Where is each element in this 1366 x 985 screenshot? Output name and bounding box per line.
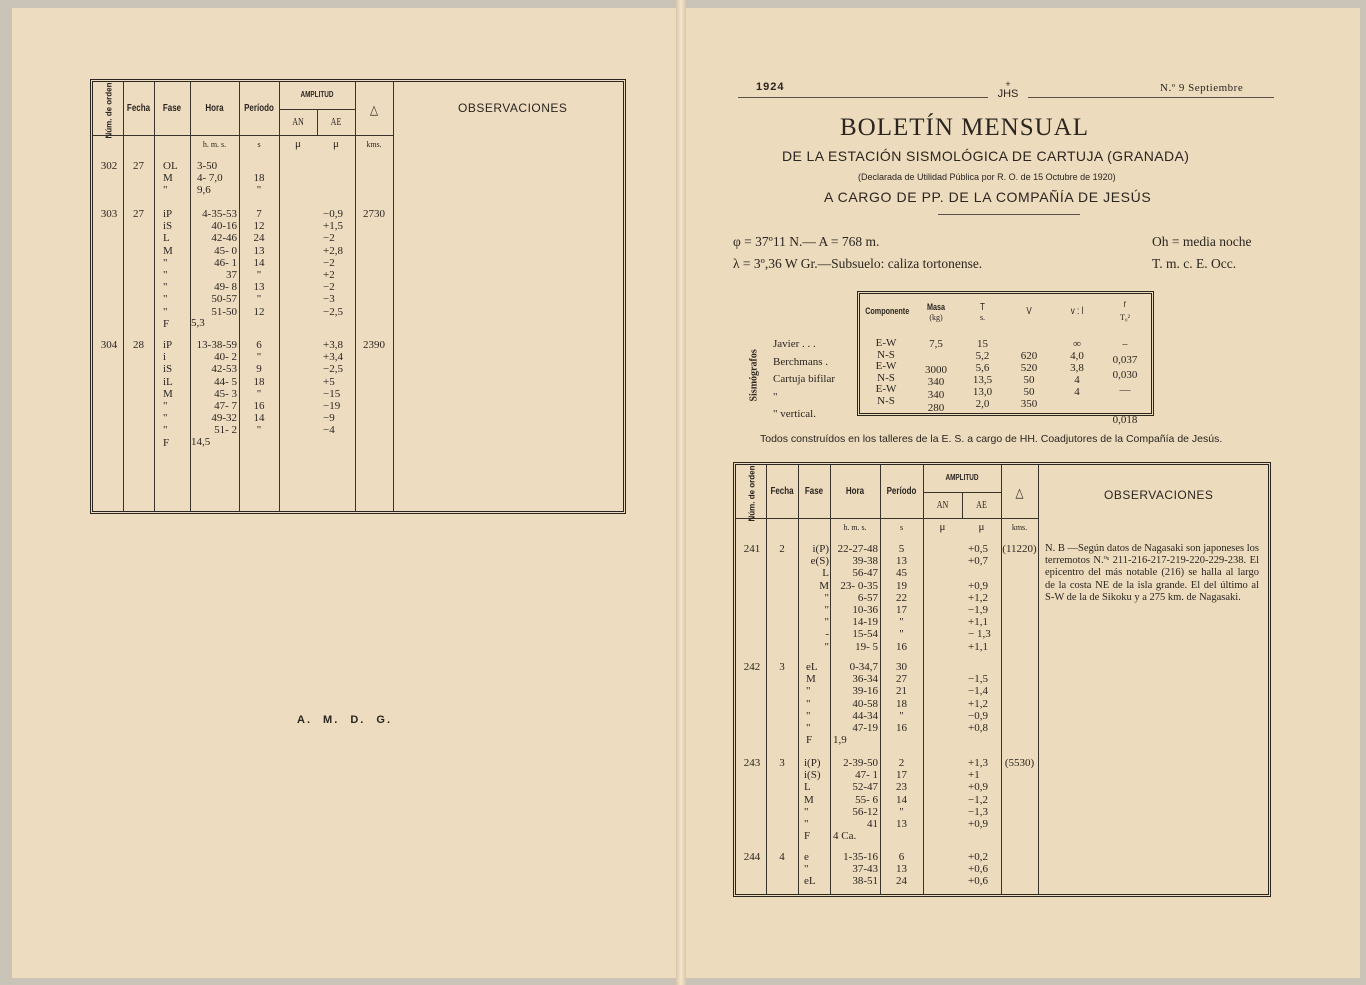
unit-ae: μ [333, 138, 339, 150]
bulletin-subtitle: DE LA ESTACIÓN SISMOLÓGICA DE CARTUJA (GRANADA) [782, 148, 1190, 164]
unit-an: μ [939, 521, 946, 533]
header-fecha: Fecha [126, 103, 151, 114]
row-fase: i(P) e(S) L M " " " - " [810, 543, 829, 653]
header-t: T [980, 302, 985, 313]
time-note: Oh = media noche [1152, 234, 1252, 249]
row-hora: 13-38-59 40- 2 42-53 44- 5 45- 3 47- 7 49-32 51- 2 [196, 339, 237, 437]
header-an: AN [292, 117, 304, 128]
row-fecha: 27 [133, 160, 144, 172]
row-num: 241 [743, 543, 761, 555]
header-v: V [1026, 306, 1032, 317]
header-num: Núm. de orden [104, 82, 114, 139]
row-ae: +0,5 +0,7 +0,9 +1,2 −1,9 +1,1 − 1,3 +1,1 [968, 543, 991, 653]
unit-delta: kms. [1011, 523, 1028, 532]
row-fase: OL M " [163, 160, 178, 197]
row-hora-tail: 14,5 [191, 436, 211, 448]
time-zone: T. m. c. E. Occ. [1152, 256, 1237, 271]
row-hora: 1-35-16 37-43 38-51 [843, 851, 878, 888]
title-rule [938, 214, 1080, 215]
header-hora: Hora [845, 486, 865, 497]
componente-values: E-W N-S E-W N-S E-W N-S [875, 337, 897, 407]
observation-note: N. B —Según datos de Nagasaki son japoneses los terremotos N.ºˢ 211-216-217-219-220-229-238. El epicentro del más notable (216) se halla al largo de la costa NE de la isla grande. El del último al S-W de la de Sikoku y a 275 km. de Nagasaki. [1045, 543, 1259, 603]
row-hora: 2-39-50 47- 1 52-47 55- 6 56-12 41 [843, 757, 878, 831]
header-periodo: Período [886, 486, 917, 497]
sismografos-label: Sismógrafos [748, 349, 760, 402]
header-rule-right [1028, 97, 1274, 98]
row-periodo: 2 17 23 14 " 13 [896, 757, 907, 831]
header-fecha: Fecha [770, 486, 794, 497]
coord-latitude: φ = 37º11 N.— A = 768 m. [733, 234, 880, 249]
seismograph-table [857, 291, 1154, 426]
page-gutter [676, 0, 686, 985]
row-fase: iP i iS iL M " " " F [163, 339, 173, 449]
row-periodo: 18 " [253, 172, 265, 197]
row-ae: +3,8 +3,4 −2,5 +5 −15 −19 −9 −4 [323, 339, 343, 437]
unit-ae: μ [978, 521, 985, 533]
row-fecha: 4 [779, 851, 785, 863]
v-values: 620 520 50 50 350 [1020, 350, 1038, 410]
year: 1924 [756, 81, 785, 93]
row-ae: +1,3 +1 +0,9 −1,2 −1,3 +0,9 [968, 757, 988, 831]
header-an: AN [936, 500, 949, 511]
cross-icon: + [1005, 79, 1011, 89]
unit-t: s. [979, 313, 986, 322]
row-hora: 4-35-53 40-16 42-46 45- 0 46- 1 37 49- 8 50-57 51-50 [202, 208, 237, 318]
unit-masa: (kg) [929, 313, 943, 322]
unit-delta: kms. [366, 140, 382, 149]
row-hora: 3-50 4- 7,0 9,6 [197, 160, 223, 197]
header-observaciones: OBSERVACIONES [458, 101, 568, 115]
amdg-text: A. M. D. G. [297, 714, 392, 726]
row-delta: (5530) [1004, 757, 1035, 769]
r-values: − 0,037 0,030 — 0,018 [1112, 339, 1138, 426]
issue-number: N.º 9 Septiembre [1160, 82, 1244, 94]
jhs-mark [996, 80, 1020, 100]
jhs-text: JHS [997, 88, 1019, 100]
unit-hora: h. m. s. [202, 140, 227, 149]
header-ae: AE [976, 500, 987, 511]
row-fase: eL M " " " " F [806, 661, 818, 747]
header-rule-left [738, 97, 988, 98]
coord-longitude: λ = 3º,36 W Gr.—Subsuelo: caliza tortonense. [733, 256, 983, 271]
left-seismic-table [90, 79, 626, 514]
row-hora-tail: 1,9 [833, 734, 847, 746]
row-ae: −1,5 −1,4 +1,2 −0,9 +0,8 [968, 673, 988, 735]
row-hora: 0-34,7 36-34 39-16 40-58 44-34 47-19 [849, 661, 878, 735]
row-periodo: 30 27 21 18 " 16 [896, 661, 907, 735]
row-fecha: 2 [779, 543, 785, 555]
unit-periodo: s [899, 523, 904, 532]
row-num: 243 [743, 757, 761, 769]
unit-r: T₀² [1119, 313, 1131, 322]
unit-an: μ [295, 138, 301, 150]
row-fase: e " eL [804, 851, 816, 888]
masa-values: 7,5 3000 340 340 280 [925, 338, 947, 414]
row-periodo: 5 13 45 19 22 17 " " 16 [896, 543, 907, 653]
vl-values: ∞ 4,0 3,8 4 4 [1070, 338, 1084, 398]
row-num: 244 [743, 851, 761, 863]
row-periodo: 7 12 24 13 14 " 13 " 12 [253, 208, 265, 318]
header-ae: AE [330, 117, 342, 128]
row-fase: iP iS L M " " " " " F [163, 208, 173, 330]
construction-note: Todos construídos en los talleres de la E. S. a cargo de HH. Coadjutores de la Compañía de Jesús. [760, 433, 1223, 445]
row-fecha: 3 [779, 757, 785, 769]
row-periodo: 6 " 9 18 " 16 14 " [253, 339, 265, 437]
t-values: 15 5,2 5,6 13,5 13,0 2,0 [972, 338, 993, 410]
declaration-line: (Declarada de Utilidad Pública por R. O. de 15 Octubre de 1920) [858, 172, 1116, 182]
header-delta: △ [370, 102, 378, 117]
row-ae: −0,9 +1,5 −2 +2,8 −2 +2 −2 −3 −2,5 [323, 208, 343, 318]
header-delta: △ [1015, 485, 1024, 500]
right-seismic-table [733, 462, 1271, 897]
header-componente: Componente [865, 306, 910, 316]
row-fecha: 27 [133, 208, 144, 220]
unit-hora: h. m. s. [843, 523, 867, 532]
header-amplitud: AMPLITUD [300, 90, 334, 99]
header-masa: Masa [926, 302, 945, 312]
row-fecha: 3 [779, 661, 785, 673]
row-hora-tail: 4 Ca. [833, 830, 857, 842]
row-fase: i(P) i(S) L M " " F [804, 757, 821, 843]
row-num: 304 [100, 339, 118, 351]
unit-periodo: s [257, 140, 261, 149]
header-amplitud: AMPLITUD [945, 473, 979, 482]
row-num: 302 [100, 160, 118, 172]
row-fecha: 28 [133, 339, 144, 351]
instrument-names: Javier . . . Berchmans . Cartuja bifilar " " vertical. [773, 338, 836, 420]
row-hora: 22-27-48 39-38 56-47 23- 0-35 6-57 10-36 14-19 15-54 19- 5 [837, 543, 878, 653]
row-hora-tail: 5,3 [191, 317, 205, 329]
header-r: r [1123, 299, 1127, 310]
row-delta: 2730 [363, 208, 385, 220]
header-periodo: Período [244, 103, 274, 114]
header-hora: Hora [205, 103, 224, 114]
header-fase: Fase [804, 486, 824, 497]
row-delta: 2390 [363, 339, 385, 351]
row-ae: +0,2 +0,6 +0,6 [968, 851, 988, 888]
header-observaciones: OBSERVACIONES [1104, 488, 1214, 502]
row-num: 242 [743, 661, 761, 673]
bulletin-title: BOLETÍN MENSUAL [840, 114, 1090, 141]
header-fase: Fase [162, 103, 182, 114]
header-vl: v : l [1070, 306, 1084, 317]
row-num: 303 [100, 208, 118, 220]
row-delta: (11220) [1002, 543, 1037, 555]
header-num: Núm. de orden [747, 465, 757, 522]
row-periodo: 6 13 24 [896, 851, 907, 888]
bulletin-subtitle-2: A CARGO DE PP. DE LA COMPAÑÍA DE JESÚS [824, 189, 1152, 205]
